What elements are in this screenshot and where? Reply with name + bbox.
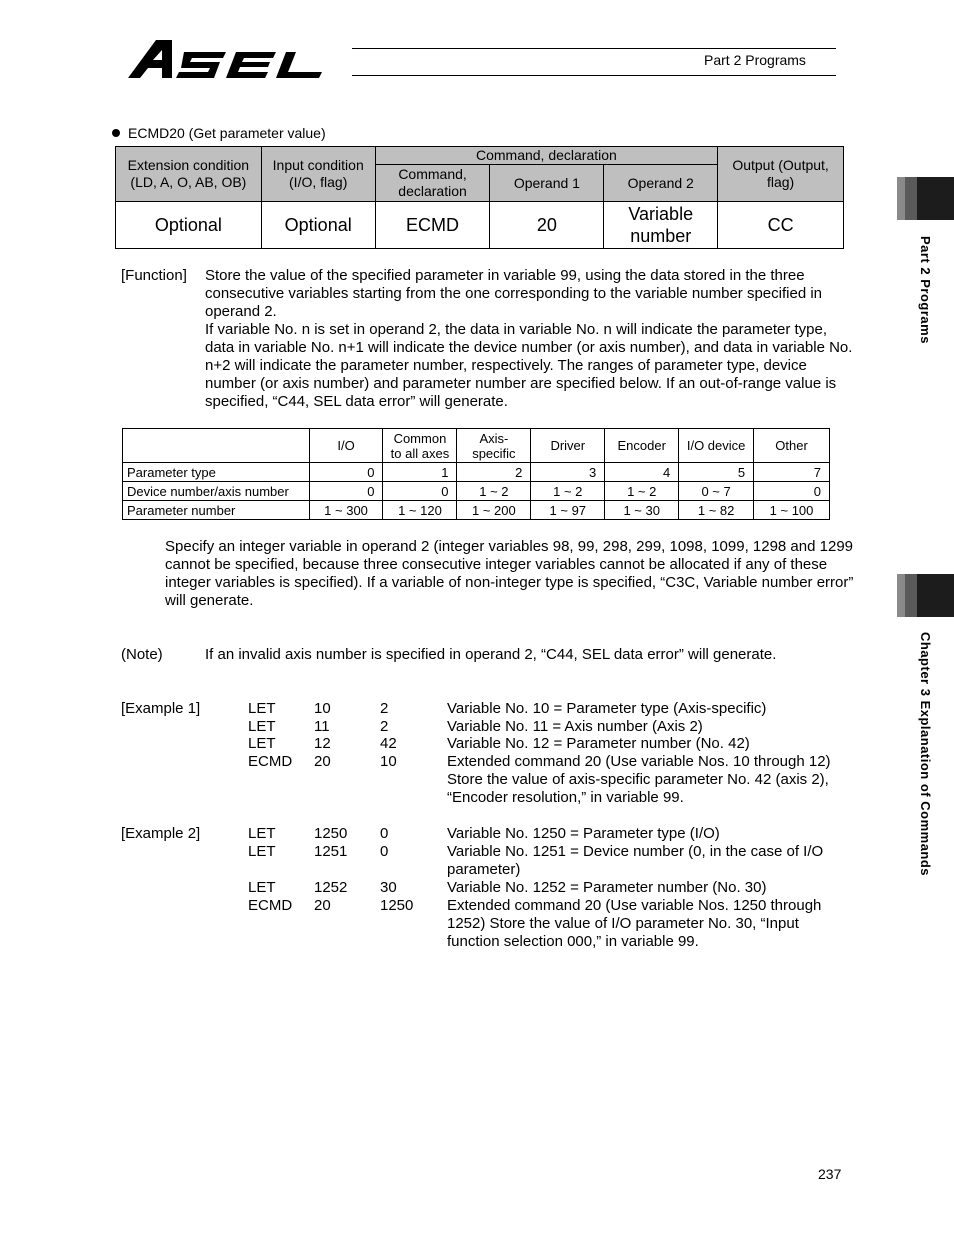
code-comment: Variable No. 1252 = Parameter number (No. 30) xyxy=(447,879,767,896)
table-cell: 1 ~ 120 xyxy=(383,501,457,520)
syntax-table xyxy=(115,146,844,249)
code-operand1: 1250 xyxy=(314,825,348,842)
cell-output: CC xyxy=(718,202,844,249)
header-input-condition: Input condition (I/O, flag) xyxy=(261,147,375,202)
table-cell: 1 ~ 2 xyxy=(531,482,605,501)
code-operand2: 2 xyxy=(380,700,389,717)
header-operand1: Operand 1 xyxy=(490,165,604,202)
code-operand1: 11 xyxy=(314,718,330,735)
code-command: LET xyxy=(248,735,276,752)
header-output: Output (Output, flag) xyxy=(718,147,844,202)
code-operand2: 10 xyxy=(380,753,397,770)
function-paragraph-2: If variable No. n is set in operand 2, the data in variable No. n will indicate the parameter type, data in variable No. n+1 will indicate the device number (or axis number), and data in variable No. n+2 will indicate the parameter number, respectively. The ranges of parameter type, device number (or axis number) and parameter number are specified below. If an out-of-range value is specified, “C44, SEL data error” will generate. xyxy=(205,321,853,410)
cell-operand2: Variable number xyxy=(604,202,718,249)
command-title xyxy=(112,125,326,141)
chapter-tab-marker xyxy=(897,574,954,617)
table-row xyxy=(123,482,830,501)
row-label: Device number/axis number xyxy=(123,482,310,501)
table-cell: 5 xyxy=(679,463,754,482)
table-cell: 1 ~ 300 xyxy=(309,501,383,520)
cell-extension: Optional xyxy=(116,202,262,249)
code-comment: Variable No. 11 = Axis number (Axis 2) xyxy=(447,718,703,735)
param-header-io: I/O xyxy=(309,429,383,463)
table-cell: 1 ~ 82 xyxy=(679,501,754,520)
note-label: (Note) xyxy=(121,646,163,663)
side-part-label: Part 2 Programs xyxy=(918,236,933,344)
header-part-label: Part 2 Programs xyxy=(704,52,806,68)
header-extension-condition: Extension condition (LD, A, O, AB, OB) xyxy=(116,147,262,202)
function-paragraph-1: Store the value of the specified parameter in variable 99, using the data stored in the three consecutive variables starting from the one corresponding to the variable number specified in operand 2. xyxy=(205,267,823,320)
cell-command: ECMD xyxy=(375,202,490,249)
operand-specification: Specify an integer variable in operand 2 (integer variables 98, 99, 298, 299, 1098, 1099, 1298 and 1299 cannot be specified, because three consecutive integer variables cannot be allocated if any of these integer variables is specified). If a variable of non-integer type is specified, “C3C, Variable number error” will generate. xyxy=(165,538,854,609)
code-operand2: 0 xyxy=(380,825,389,842)
code-command: LET xyxy=(248,825,276,842)
code-comment: Extended command 20 (Use variable Nos. 1250 through 1252) Store the value of I/O parameter No. 30, “Input function selection 000,” in variable 99. xyxy=(447,897,822,950)
param-header-axis-specific: Axis-specific xyxy=(457,429,531,463)
parameter-range-table xyxy=(122,428,830,520)
code-comment: Variable No. 10 = Parameter type (Axis-specific) xyxy=(447,700,767,717)
header-command: Command, declaration xyxy=(375,165,490,202)
param-header-other: Other xyxy=(754,429,830,463)
row-label: Parameter number xyxy=(123,501,310,520)
table-cell: 0 ~ 7 xyxy=(679,482,754,501)
row-label: Parameter type xyxy=(123,463,310,482)
table-cell: 2 xyxy=(457,463,531,482)
example2-label: [Example 2] xyxy=(121,825,201,842)
code-operand2: 0 xyxy=(380,843,389,860)
table-cell: 1 ~ 30 xyxy=(605,501,679,520)
table-cell: 0 xyxy=(309,463,383,482)
part-tab-marker xyxy=(897,177,954,220)
table-row xyxy=(123,463,830,482)
code-operand2: 42 xyxy=(380,735,397,752)
param-header-io-device: I/O device xyxy=(679,429,754,463)
page-number: 237 xyxy=(818,1166,842,1182)
note-text: If an invalid axis number is specified in operand 2, “C44, SEL data error” will generate. xyxy=(205,646,777,663)
table-cell: 1 ~ 100 xyxy=(754,501,830,520)
param-header-blank xyxy=(123,429,310,463)
header-rule-bottom xyxy=(352,75,836,76)
code-command: LET xyxy=(248,718,276,735)
table-cell: 0 xyxy=(309,482,383,501)
param-header-driver: Driver xyxy=(531,429,605,463)
function-body xyxy=(205,267,855,411)
code-command: LET xyxy=(248,700,276,717)
code-operand2: 30 xyxy=(380,879,397,896)
table-cell: 1 ~ 2 xyxy=(605,482,679,501)
code-command: LET xyxy=(248,843,276,860)
header-command-group: Command, declaration xyxy=(375,147,718,165)
cell-operand1: 20 xyxy=(490,202,604,249)
header-operand2: Operand 2 xyxy=(604,165,718,202)
code-command: LET xyxy=(248,879,276,896)
code-comment: Variable No. 1250 = Parameter type (I/O) xyxy=(447,825,720,842)
code-operand1: 1252 xyxy=(314,879,348,896)
code-operand2: 2 xyxy=(380,718,389,735)
param-header-common: Common to all axes xyxy=(383,429,457,463)
example1-label: [Example 1] xyxy=(121,700,201,717)
table-cell: 1 ~ 97 xyxy=(531,501,605,520)
code-operand1: 12 xyxy=(314,735,331,752)
table-cell: 1 xyxy=(383,463,457,482)
table-cell: 1 ~ 2 xyxy=(457,482,531,501)
asel-logo xyxy=(126,30,356,82)
command-title-text: ECMD20 (Get parameter value) xyxy=(128,125,326,141)
code-comment: Variable No. 12 = Parameter number (No. 42) xyxy=(447,735,750,752)
code-command: ECMD xyxy=(248,753,293,770)
code-command: ECMD xyxy=(248,897,293,914)
table-cell: 3 xyxy=(531,463,605,482)
code-operand1: 10 xyxy=(314,700,331,717)
table-row xyxy=(123,501,830,520)
code-operand1: 20 xyxy=(314,897,331,914)
bullet-icon xyxy=(112,129,120,137)
code-operand2: 1250 xyxy=(380,897,414,914)
side-chapter-label: Chapter 3 Explanation of Commands xyxy=(918,632,933,877)
code-comment: Extended command 20 (Use variable Nos. 10 through 12) Store the value of axis-specific parameter No. 42 (axis 2), “Encoder resolution,” in variable 99. xyxy=(447,753,831,806)
param-header-encoder: Encoder xyxy=(605,429,679,463)
table-cell: 1 ~ 200 xyxy=(457,501,531,520)
header-rule-top xyxy=(352,48,836,49)
table-cell: 0 xyxy=(383,482,457,501)
table-cell: 7 xyxy=(754,463,830,482)
code-operand1: 20 xyxy=(314,753,331,770)
param-header-row xyxy=(123,429,830,463)
code-operand1: 1251 xyxy=(314,843,348,860)
table-cell: 0 xyxy=(754,482,830,501)
cell-input: Optional xyxy=(261,202,375,249)
function-label: [Function] xyxy=(121,267,187,284)
code-comment: Variable No. 1251 = Device number (0, in the case of I/O parameter) xyxy=(447,843,824,878)
table-cell: 4 xyxy=(605,463,679,482)
